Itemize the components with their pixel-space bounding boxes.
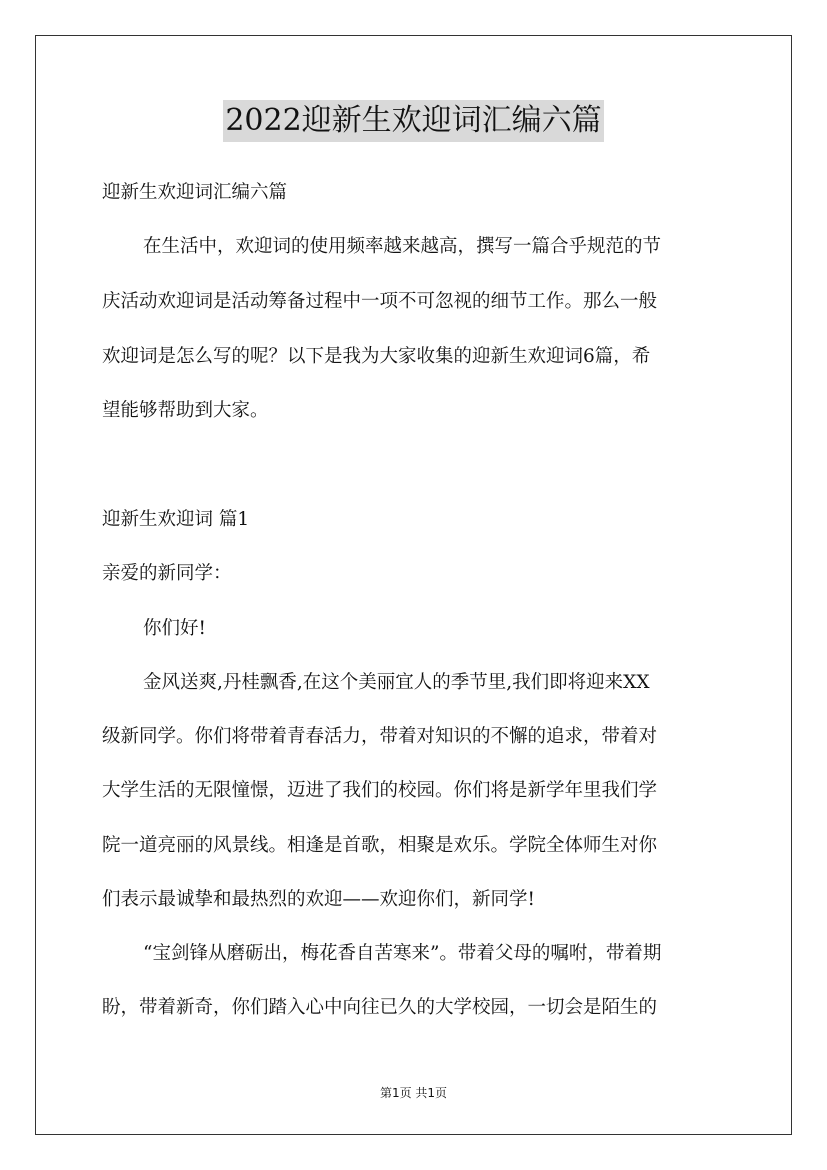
body-line-3: 大学生活的无限憧憬，迈进了我们的校园。你们将是新学年里我们学 <box>102 780 658 801</box>
body-line-2: 级新同学。你们将带着青春活力，带着对知识的不懈的追求，带着对 <box>102 726 658 747</box>
intro-line-1: 在生活中，欢迎词的使用频率越来越高，撰写一篇合乎规范的节 <box>143 236 662 257</box>
greeting: 你们好! <box>143 618 206 639</box>
intro-line-4: 望能够帮助到大家。 <box>102 400 269 421</box>
body-line-1: 金风送爽,丹桂飘香,在这个美丽宜人的季节里,我们即将迎来XX <box>143 672 650 693</box>
salutation: 亲爱的新同学： <box>102 563 232 584</box>
body-line-7: 盼，带着新奇，你们踏入心中向往已久的大学校园，一切会是陌生的 <box>102 997 658 1018</box>
document-subtitle: 迎新生欢迎词汇编六篇 <box>102 182 288 203</box>
body-line-5: 们表示最诚挚和最热烈的欢迎——欢迎你们，新同学! <box>102 889 535 910</box>
document-title: 2022迎新生欢迎词汇编六篇 <box>223 100 603 142</box>
section-heading: 迎新生欢迎词 篇1 <box>102 509 250 530</box>
intro-line-3: 欢迎词是怎么写的呢？以下是我为大家收集的迎新生欢迎词6篇，希 <box>102 346 651 367</box>
page-footer: 第1页 共1页 <box>379 1086 448 1100</box>
title-container <box>0 100 827 142</box>
body-line-4: 院一道亮丽的风景线。相逢是首歌，相聚是欢乐。学院全体师生对你 <box>102 835 658 856</box>
body-line-6: “宝剑锋从磨砺出，梅花香自苦寒来”。带着父母的嘱咐，带着期 <box>143 943 662 964</box>
intro-line-2: 庆活动欢迎词是活动筹备过程中一项不可忽视的细节工作。那么一般 <box>102 291 658 312</box>
